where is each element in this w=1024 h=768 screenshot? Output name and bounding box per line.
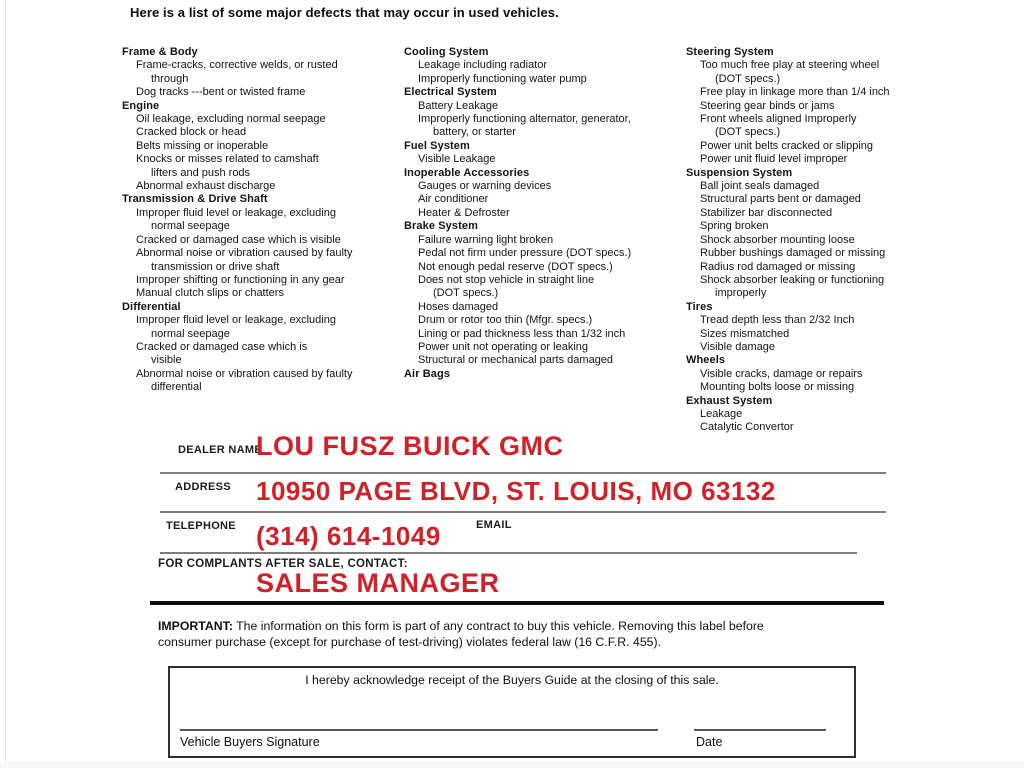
defect-item-line: (DOT specs.) xyxy=(715,72,781,85)
defect-section-heading: Brake System xyxy=(404,220,478,233)
defect-item-line: Ball joint seals damaged xyxy=(700,180,820,193)
signature-label: Vehicle Buyers Signature xyxy=(180,735,320,749)
defect-section-heading: Frame & Body xyxy=(122,46,198,58)
telephone-value: (314) 614-1049 xyxy=(256,521,441,551)
defect-item-line: Spring broken xyxy=(700,220,769,233)
defect-item-line: Visible cracks, damage or repairs xyxy=(700,367,863,380)
defect-item-line: Cracked block or head xyxy=(136,126,247,139)
important-prefix: IMPORTANT: xyxy=(158,619,233,633)
defect-section-heading: Inoperable Accessories xyxy=(404,166,530,179)
address-underline xyxy=(160,511,886,513)
defect-item-line: Leakage xyxy=(700,407,743,420)
defect-item-line: normal seepage xyxy=(151,220,230,233)
defect-item-line: Manual clutch slips or chatters xyxy=(136,287,284,300)
defect-item-line: Leakage including radiator xyxy=(418,59,548,72)
defect-item-line: Heater & Defroster xyxy=(418,206,510,219)
defect-item-line: Power unit not operating or leaking xyxy=(418,340,588,353)
defect-item-line: Does not stop vehicle in straight line xyxy=(418,273,595,286)
defect-item-line: Failure warning light broken xyxy=(418,233,554,246)
defect-item-line: Improperly functioning alternator, generator, xyxy=(418,113,631,126)
defect-item-line: transmission or drive shaft xyxy=(151,260,280,273)
defect-section-heading: Transmission & Drive Shaft xyxy=(122,193,268,206)
date-line xyxy=(694,729,826,731)
email-label: EMAIL xyxy=(476,519,512,531)
defect-item-line: Lining or pad thickness less than 1/32 inch xyxy=(418,327,626,340)
defect-section-heading: Differential xyxy=(122,300,181,313)
defect-item-line: Steering gear binds or jams xyxy=(700,99,835,112)
defect-item-line: through xyxy=(151,72,189,85)
defect-item-line: Improperly functioning water pump xyxy=(418,72,587,85)
defect-item-line: Improper fluid level or leakage, excluding xyxy=(136,314,336,327)
defect-item-line: lifters and push rods xyxy=(151,166,251,179)
defect-item-line: Frame-cracks, corrective welds, or rusted xyxy=(136,59,338,72)
defect-item-line: Hoses damaged xyxy=(418,300,499,313)
defect-item-line: Structural or mechanical parts damaged xyxy=(418,354,614,367)
defect-section-heading: Wheels xyxy=(686,354,726,367)
defect-item-line: normal seepage xyxy=(151,327,230,340)
defect-item-line: (DOT specs.) xyxy=(715,126,781,139)
defect-section-heading: Air Bags xyxy=(404,367,451,380)
defect-item-line: Visible damage xyxy=(700,340,776,353)
defect-item-line: visible xyxy=(151,354,182,367)
important-text: The information on this form is part of any contract to buy this vehicle. Removing this label before consumer purchase (except for purchase of test-driving) violates federal law (16 C.F.R. 455). xyxy=(158,619,764,649)
address-value: 10950 PAGE BLVD, ST. LOUIS, MO 63132 xyxy=(256,476,776,506)
defect-item-line: Front wheels aligned Improperly xyxy=(700,113,857,126)
telephone-label: TELEPHONE xyxy=(166,520,236,532)
defect-item-line: Pedal not firm under pressure (DOT specs.) xyxy=(418,247,632,260)
complaints-contact-value: SALES MANAGER xyxy=(256,568,500,598)
defect-item-line: Power unit belts cracked or slipping xyxy=(700,139,874,152)
defect-item-line: differential xyxy=(151,381,202,394)
dealer-name-value: LOU FUSZ BUICK GMC xyxy=(256,431,564,461)
defect-item-line: Catalytic Convertor xyxy=(700,421,794,434)
defect-item-line: Abnormal exhaust discharge xyxy=(136,180,276,193)
defect-section-heading: Suspension System xyxy=(686,166,793,179)
defect-item-line: Mounting bolts loose or missing xyxy=(700,381,855,394)
defect-item-line: Structural parts bent or damaged xyxy=(700,193,861,206)
defect-item-line: Gauges or warning devices xyxy=(418,180,552,193)
defect-item-line: Tread depth less than 2/32 Inch xyxy=(700,314,855,327)
scan-edge-artifact-bottom xyxy=(0,762,1024,768)
dealer-name-underline xyxy=(160,472,886,474)
defect-item-line: Shock absorber mounting loose xyxy=(700,233,855,246)
acknowledgement-text: I hereby acknowledge receipt of the Buyers Guide at the closing of this sale. xyxy=(305,673,719,687)
section-divider-thick-line xyxy=(150,601,884,605)
defect-item-line: Knocks or misses related to camshaft xyxy=(136,153,319,166)
acknowledgement-box xyxy=(168,666,856,758)
defect-item-line: Improper fluid level or leakage, excluding xyxy=(136,206,336,219)
defect-item-line: battery, or starter xyxy=(433,126,516,139)
telephone-email-underline xyxy=(160,552,857,554)
address-label: ADDRESS xyxy=(175,481,231,493)
defect-item-line: Rubber bushings damaged or missing xyxy=(700,247,886,260)
defect-item-line: Battery Leakage xyxy=(418,99,499,112)
defect-item-line: improperly xyxy=(715,287,767,300)
scan-edge-artifact xyxy=(5,0,6,768)
defect-section-heading: Cooling System xyxy=(404,46,489,58)
signature-line xyxy=(180,729,658,731)
defect-item-line: (DOT specs.) xyxy=(433,287,499,300)
defect-item-line: Visible Leakage xyxy=(418,153,496,166)
defect-item-line: Abnormal noise or vibration caused by faulty xyxy=(136,247,353,260)
defect-section-heading: Tires xyxy=(686,300,713,313)
defect-section-heading: Exhaust System xyxy=(686,394,773,407)
defect-item-line: Air conditioner xyxy=(418,193,489,206)
defect-section-heading: Engine xyxy=(122,99,160,112)
complaints-contact-label: FOR COMPLANTS AFTER SALE, CONTACT: xyxy=(158,558,408,570)
defects-intro-line: Here is a list of some major defects that may occur in used vehicles. xyxy=(130,5,559,20)
defect-item-line: Cracked or damaged case which is xyxy=(136,340,308,353)
defect-item-line: Stabilizer bar disconnected xyxy=(700,206,833,219)
defect-section-heading: Electrical System xyxy=(404,86,497,99)
defect-item-line: Free play in linkage more than 1/4 inch xyxy=(700,86,890,99)
defects-column-3 xyxy=(686,46,986,435)
defect-item-line: Improper shifting or functioning in any gear xyxy=(136,273,345,286)
defect-section-heading: Fuel System xyxy=(404,139,470,152)
defect-item-line: Too much free play at steering wheel xyxy=(700,59,880,72)
defect-item-line: Drum or rotor too thin (Mfgr. specs.) xyxy=(418,314,593,327)
defect-item-line: Power unit fluid level improper xyxy=(700,153,848,166)
defect-item-line: Not enough pedal reserve (DOT specs.) xyxy=(418,260,613,273)
dealer-name-label: DEALER NAME xyxy=(178,444,262,456)
defect-item-line: Shock absorber leaking or functioning xyxy=(700,273,885,286)
date-label: Date xyxy=(696,735,723,749)
defect-item-line: Belts missing or inoperable xyxy=(136,139,269,152)
defect-item-line: Radius rod damaged or missing xyxy=(700,260,856,273)
defect-section-heading: Steering System xyxy=(686,46,774,58)
defects-column-2 xyxy=(404,46,686,381)
defect-item-line: Oil leakage, excluding normal seepage xyxy=(136,113,326,126)
defect-item-line: Dog tracks ---bent or twisted frame xyxy=(136,86,306,99)
defect-item-line: Cracked or damaged case which is visible xyxy=(136,233,341,246)
important-notice xyxy=(158,619,806,650)
defect-item-line: Sizes mismatched xyxy=(700,327,790,340)
defects-column-1 xyxy=(122,46,404,395)
defect-item-line: Abnormal noise or vibration caused by faulty xyxy=(136,367,353,380)
